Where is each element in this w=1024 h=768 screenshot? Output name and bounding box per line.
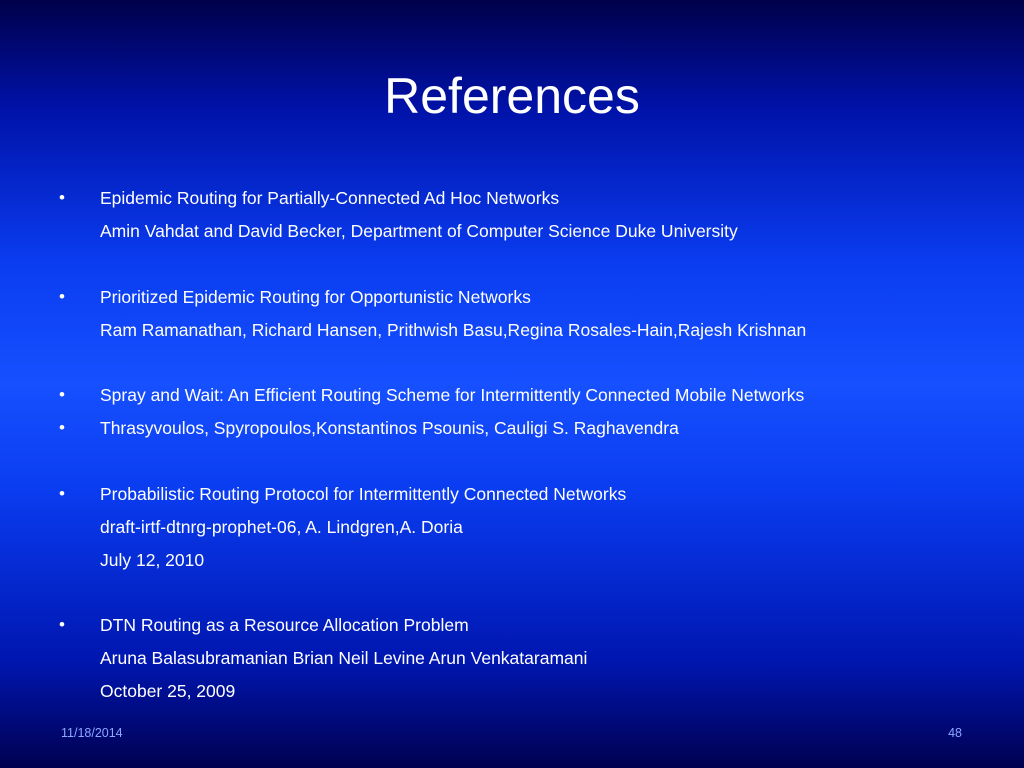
reference-authors: Thrasyvoulos, Spyropoulos,Konstantinos Psounis, Cauligi S. Raghavendra (100, 418, 679, 438)
slide-number: 48 (948, 726, 962, 740)
bullet-icon: • (59, 287, 65, 306)
bullet-icon: • (59, 188, 65, 207)
reference-authors: draft-irtf-dtnrg-prophet-06, A. Lindgren,A. Doria (100, 517, 463, 537)
list-item (0, 482, 1024, 506)
reference-date: October 25, 2009 (100, 681, 236, 701)
list-item (0, 383, 1024, 407)
reference-title: Spray and Wait: An Efficient Routing Scheme for Intermittently Connected Mobile Networks (100, 385, 805, 405)
bullet-icon: • (59, 615, 65, 634)
list-item-detail (0, 679, 1024, 703)
reference-date: July 12, 2010 (100, 550, 205, 570)
list-item (0, 416, 1024, 440)
list-item (0, 285, 1024, 309)
list-item-detail (0, 219, 1024, 243)
list-item-detail (0, 646, 1024, 670)
reference-title: Epidemic Routing for Partially-Connected Ad Hoc Networks (100, 188, 560, 208)
list-item (0, 186, 1024, 210)
bullet-icon: • (59, 484, 65, 503)
reference-authors: Aruna Balasubramanian Brian Neil Levine Arun Venkataramani (100, 648, 588, 668)
list-item (0, 613, 1024, 637)
list-item-detail (0, 318, 1024, 342)
bullet-icon: • (59, 418, 65, 437)
bullet-icon: • (59, 385, 65, 404)
list-item-detail (0, 548, 1024, 572)
reference-authors: Amin Vahdat and David Becker, Department of Computer Science Duke University (100, 221, 738, 241)
reference-authors: Ram Ramanathan, Richard Hansen, Prithwish Basu,Regina Rosales-Hain,Rajesh Krishnan (100, 320, 807, 340)
reference-title: DTN Routing as a Resource Allocation Problem (100, 615, 469, 635)
list-item-detail (0, 515, 1024, 539)
footer-date: 11/18/2014 (61, 726, 123, 740)
reference-title: Probabilistic Routing Protocol for Intermittently Connected Networks (100, 484, 627, 504)
reference-title: Prioritized Epidemic Routing for Opportunistic Networks (100, 287, 531, 307)
slide-title: References (384, 68, 640, 124)
